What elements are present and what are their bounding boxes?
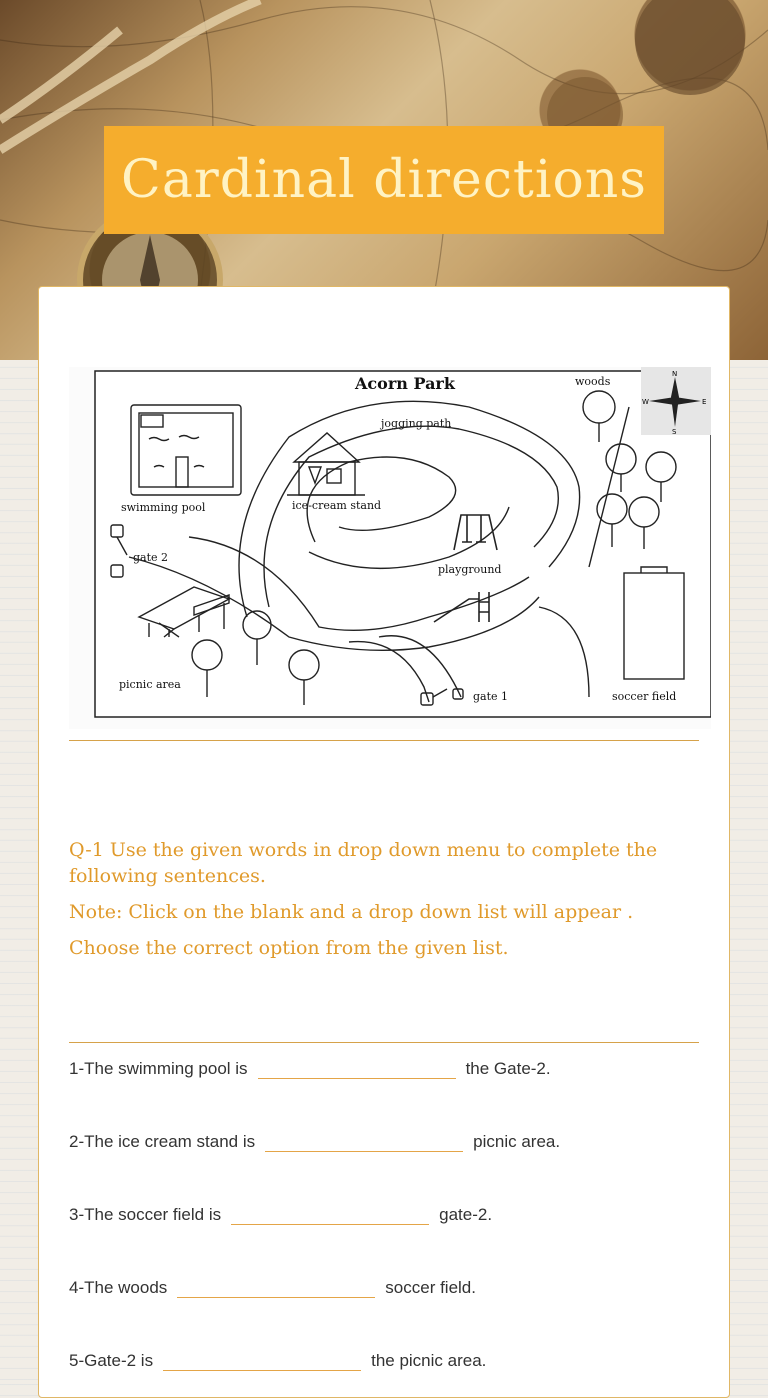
question-note: Note: Click on the blank and a drop down list will appear . bbox=[69, 901, 634, 923]
divider-bottom bbox=[69, 1042, 699, 1043]
sentence-1-before: 1-The swimming pool is bbox=[69, 1059, 248, 1078]
map-label-picnic-area: picnic area bbox=[119, 678, 181, 691]
map-label-gate-2: gate 2 bbox=[133, 551, 169, 564]
sentence-3 bbox=[69, 1195, 492, 1225]
park-map-image bbox=[69, 367, 711, 729]
sentence-4 bbox=[69, 1268, 476, 1298]
compass-w: W bbox=[642, 398, 649, 406]
question-block bbox=[69, 837, 701, 971]
sentence-5-after: the picnic area. bbox=[371, 1351, 487, 1370]
sentence-3-after: gate-2. bbox=[439, 1205, 493, 1224]
sentence-1-after: the Gate-2. bbox=[465, 1059, 551, 1078]
map-label-ice-cream-stand: ice-cream stand bbox=[292, 499, 382, 512]
sentence-5-before: 5-Gate-2 is bbox=[69, 1351, 154, 1370]
compass-e: E bbox=[702, 398, 707, 406]
sentence-2-after: picnic area. bbox=[473, 1132, 561, 1151]
compass-rose-icon bbox=[641, 367, 711, 436]
map-label-jogging-path: jogging path bbox=[381, 417, 452, 430]
question-instruction: Choose the correct option from the given list. bbox=[69, 937, 509, 959]
worksheet-card bbox=[38, 286, 730, 1398]
map-label-gate-1: gate 1 bbox=[473, 690, 509, 703]
map-title: Acorn Park bbox=[355, 374, 455, 393]
sentence-3-before: 3-The soccer field is bbox=[69, 1205, 222, 1224]
park-map-drawing bbox=[69, 367, 711, 729]
compass-n: N bbox=[672, 370, 678, 378]
title-banner bbox=[104, 126, 664, 234]
compass-s: S bbox=[672, 428, 677, 436]
sentence-5 bbox=[69, 1341, 486, 1371]
sentence-5-dropdown[interactable] bbox=[163, 1344, 361, 1371]
sentence-4-after: soccer field. bbox=[385, 1278, 476, 1297]
question-heading: Q-1 Use the given words in drop down menu to complete the following sentences. bbox=[69, 839, 658, 887]
map-label-soccer-field: soccer field bbox=[612, 690, 677, 703]
sentence-4-before: 4-The woods bbox=[69, 1278, 168, 1297]
divider-top bbox=[69, 740, 699, 741]
sentence-2 bbox=[69, 1122, 560, 1152]
sentence-2-before: 2-The ice cream stand is bbox=[69, 1132, 256, 1151]
map-label-woods: woods bbox=[575, 375, 611, 388]
sentence-2-dropdown[interactable] bbox=[265, 1125, 463, 1152]
map-label-playground: playground bbox=[438, 563, 502, 576]
sentence-4-dropdown[interactable] bbox=[177, 1271, 375, 1298]
sentence-1-dropdown[interactable] bbox=[258, 1052, 456, 1079]
sentence-1 bbox=[69, 1049, 551, 1079]
page-title: Cardinal directions bbox=[121, 150, 647, 210]
map-label-swimming-pool: swimming pool bbox=[121, 501, 206, 514]
sentence-3-dropdown[interactable] bbox=[231, 1198, 429, 1225]
